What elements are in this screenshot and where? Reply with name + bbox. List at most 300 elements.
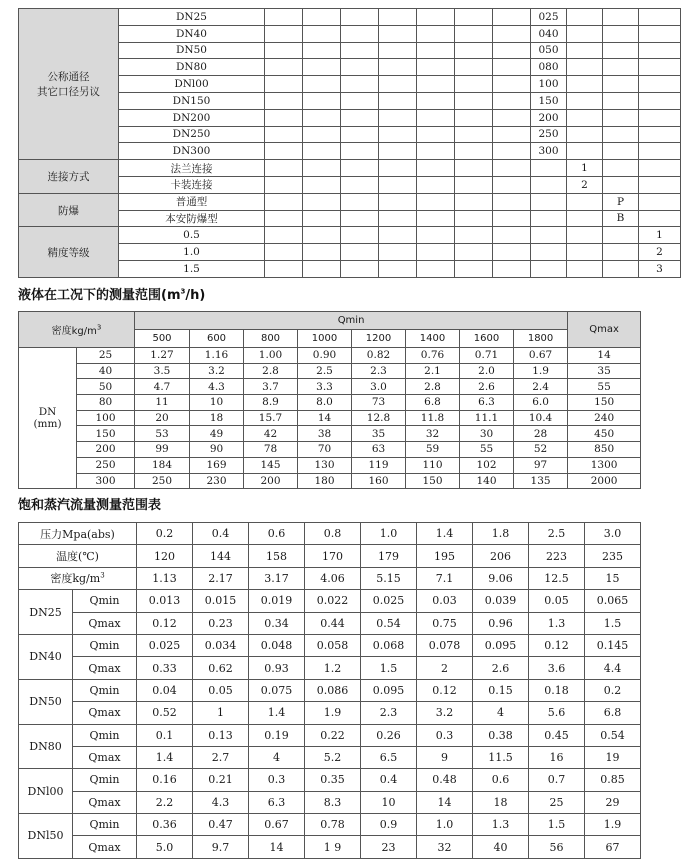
- liquid-range-table: [18, 311, 641, 489]
- qmin-value: 10: [190, 395, 244, 411]
- empty-cell: [265, 210, 303, 227]
- table-row: [19, 590, 641, 612]
- qmax-value: 4: [249, 746, 305, 768]
- qmin-header: Qmin: [135, 312, 568, 330]
- empty-cell: [379, 25, 417, 42]
- empty-cell: [417, 193, 455, 210]
- empty-cell: [417, 42, 455, 59]
- qmin-value: 0.12: [417, 679, 473, 701]
- option-name: 本安防爆型: [119, 210, 265, 227]
- option-code: 025: [531, 9, 567, 26]
- density-value-header: 600: [190, 330, 244, 348]
- empty-cell: [455, 126, 493, 143]
- qmin-value: 0.22: [305, 724, 361, 746]
- density-value-header: 800: [244, 330, 298, 348]
- qmin-value: 10.4: [514, 410, 568, 426]
- qmax-value: 18: [473, 791, 529, 813]
- qmax-value: 32: [417, 836, 473, 858]
- empty-cell: [567, 126, 603, 143]
- empty-cell: [341, 160, 379, 177]
- table-row: [19, 176, 681, 193]
- dn-value: 80: [77, 395, 135, 411]
- qmax-value: 0.44: [305, 612, 361, 634]
- empty-cell: [531, 227, 567, 244]
- qmin-value: 8.0: [298, 395, 352, 411]
- empty-cell: [379, 260, 417, 277]
- option-code: 080: [531, 59, 567, 76]
- qmin-value: 11.1: [460, 410, 514, 426]
- qmin-value: 0.13: [193, 724, 249, 746]
- qmin-label: Qmin: [73, 724, 137, 746]
- empty-cell: [531, 176, 567, 193]
- pressure-value: 1.8: [473, 523, 529, 545]
- qmin-value: 1.9: [514, 363, 568, 379]
- density-label-sup: 3: [100, 571, 105, 580]
- temperature-value: 170: [305, 545, 361, 567]
- qmax-label: Qmax: [73, 791, 137, 813]
- group-label: 防爆: [19, 193, 119, 227]
- table-row: [19, 260, 681, 277]
- empty-cell: [341, 109, 379, 126]
- empty-cell: [303, 25, 341, 42]
- option-name: 普通型: [119, 193, 265, 210]
- qmax-value: 2: [417, 657, 473, 679]
- qmax-label: Qmax: [73, 702, 137, 724]
- empty-cell: [603, 9, 639, 26]
- qmin-value: 0.086: [305, 679, 361, 701]
- empty-cell: [379, 59, 417, 76]
- empty-cell: [303, 59, 341, 76]
- option-code: 150: [531, 92, 567, 109]
- qmax-label: Qmax: [73, 746, 137, 768]
- qmax-value: 1 9: [305, 836, 361, 858]
- qmin-label: Qmin: [73, 590, 137, 612]
- pressure-value: 0.4: [193, 523, 249, 545]
- density-value-header: 1800: [514, 330, 568, 348]
- qmin-value: 38: [298, 426, 352, 442]
- qmin-value: 99: [135, 442, 190, 458]
- liquid-range-title: [18, 284, 205, 303]
- qmin-value: 0.3: [417, 724, 473, 746]
- empty-cell: [567, 193, 603, 210]
- empty-cell: [265, 59, 303, 76]
- empty-cell: [531, 210, 567, 227]
- dn-label: DN25: [19, 590, 73, 635]
- empty-cell: [639, 109, 681, 126]
- density-value-header: 1200: [352, 330, 406, 348]
- qmax-value: 4: [473, 702, 529, 724]
- option-name: 法兰连接: [119, 160, 265, 177]
- table-row: [19, 210, 681, 227]
- qmin-value: 0.48: [417, 769, 473, 791]
- qmin-value: 0.03: [417, 590, 473, 612]
- qmax-value: 5.2: [305, 746, 361, 768]
- empty-cell: [379, 143, 417, 160]
- empty-cell: [455, 143, 493, 160]
- density-label: [19, 567, 137, 589]
- qmin-value: 0.058: [305, 634, 361, 656]
- qmax-value: 3.2: [417, 702, 473, 724]
- table-row: [19, 59, 681, 76]
- empty-cell: [493, 227, 531, 244]
- qmin-value: 169: [190, 457, 244, 473]
- qmin-value: 55: [460, 442, 514, 458]
- density-value: 12.5: [529, 567, 585, 589]
- qmax-value: 1.9: [305, 702, 361, 724]
- empty-cell: [567, 109, 603, 126]
- empty-cell: [603, 25, 639, 42]
- qmin-value: 2.1: [406, 363, 460, 379]
- empty-cell: [455, 76, 493, 93]
- empty-cell: [493, 42, 531, 59]
- qmin-value: 1.5: [529, 814, 585, 836]
- density-value-header: 1000: [298, 330, 352, 348]
- table-row: [19, 193, 681, 210]
- qmax-value: 0.96: [473, 612, 529, 634]
- empty-cell: [455, 160, 493, 177]
- empty-cell: [265, 76, 303, 93]
- qmin-value: 1.16: [190, 348, 244, 364]
- empty-cell: [341, 25, 379, 42]
- qmin-value: 130: [298, 457, 352, 473]
- density-value: 15: [585, 567, 641, 589]
- empty-cell: [603, 176, 639, 193]
- table-row: [19, 724, 641, 746]
- empty-cell: [567, 260, 603, 277]
- qmin-value: 11: [135, 395, 190, 411]
- qmin-value: 1.9: [585, 814, 641, 836]
- empty-cell: [265, 160, 303, 177]
- empty-cell: [603, 42, 639, 59]
- qmax-value: 2.6: [473, 657, 529, 679]
- empty-cell: [493, 9, 531, 26]
- empty-cell: [493, 76, 531, 93]
- option-name: DNl00: [119, 76, 265, 93]
- dn-label: DNl50: [19, 814, 73, 859]
- qmin-value: 0.38: [473, 724, 529, 746]
- table-row: [19, 42, 681, 59]
- table-row: [19, 702, 641, 724]
- qmin-value: 0.19: [249, 724, 305, 746]
- qmin-value: 200: [244, 473, 298, 489]
- group-label: 连接方式: [19, 160, 119, 194]
- table-row: [19, 836, 641, 858]
- dn-value: 100: [77, 410, 135, 426]
- liquid-title-prefix: 液体在工况下的测量范围(m: [18, 288, 181, 303]
- empty-cell: [417, 25, 455, 42]
- qmax-value: 850: [568, 442, 641, 458]
- empty-cell: [567, 9, 603, 26]
- option-code: 1: [567, 160, 603, 177]
- empty-cell: [639, 76, 681, 93]
- empty-cell: [531, 193, 567, 210]
- table-row: [19, 567, 641, 589]
- qmin-value: 0.015: [193, 590, 249, 612]
- empty-cell: [417, 143, 455, 160]
- qmin-value: 0.025: [361, 590, 417, 612]
- mm-label-text: (mm): [33, 418, 62, 431]
- qmin-value: 63: [352, 442, 406, 458]
- qmin-value: 0.35: [305, 769, 361, 791]
- qmax-value: 9.7: [193, 836, 249, 858]
- empty-cell: [341, 260, 379, 277]
- empty-cell: [341, 210, 379, 227]
- empty-cell: [567, 244, 603, 261]
- empty-cell: [265, 176, 303, 193]
- group-label-line: 公称通径: [47, 71, 90, 84]
- dn-label: [19, 348, 77, 489]
- qmin-value: 49: [190, 426, 244, 442]
- qmin-value: 14: [298, 410, 352, 426]
- temperature-value: 120: [137, 545, 193, 567]
- qmin-value: 59: [406, 442, 460, 458]
- dn-value: 25: [77, 348, 135, 364]
- option-code: B: [603, 210, 639, 227]
- empty-cell: [567, 42, 603, 59]
- empty-cell: [455, 193, 493, 210]
- empty-cell: [567, 25, 603, 42]
- temperature-value: 223: [529, 545, 585, 567]
- table-row: [19, 410, 641, 426]
- qmin-value: 0.022: [305, 590, 361, 612]
- density-header-sup: 3: [96, 323, 102, 332]
- empty-cell: [603, 244, 639, 261]
- table-row: [19, 545, 641, 567]
- option-code: 100: [531, 76, 567, 93]
- qmin-value: 35: [352, 426, 406, 442]
- table-row: [19, 312, 641, 330]
- qmin-value: 1.00: [244, 348, 298, 364]
- density-value: 2.17: [193, 567, 249, 589]
- density-value: 4.06: [305, 567, 361, 589]
- empty-cell: [265, 227, 303, 244]
- option-name: DN250: [119, 126, 265, 143]
- liquid-title-sup: 3: [180, 287, 186, 296]
- table-row: [19, 395, 641, 411]
- empty-cell: [493, 260, 531, 277]
- qmin-value: 6.3: [460, 395, 514, 411]
- qmin-value: 250: [135, 473, 190, 489]
- option-name: DN40: [119, 25, 265, 42]
- qmin-value: 42: [244, 426, 298, 442]
- qmin-value: 0.095: [473, 634, 529, 656]
- table-row: [19, 9, 681, 26]
- empty-cell: [379, 227, 417, 244]
- qmin-value: 160: [352, 473, 406, 489]
- empty-cell: [341, 227, 379, 244]
- qmax-value: 67: [585, 836, 641, 858]
- pressure-value: 2.5: [529, 523, 585, 545]
- qmin-value: 97: [514, 457, 568, 473]
- table-row: [19, 814, 641, 836]
- pressure-value: 3.0: [585, 523, 641, 545]
- empty-cell: [603, 109, 639, 126]
- qmax-value: 1.5: [361, 657, 417, 679]
- dn-value: 300: [77, 473, 135, 489]
- empty-cell: [303, 244, 341, 261]
- qmin-value: 0.068: [361, 634, 417, 656]
- empty-cell: [379, 160, 417, 177]
- empty-cell: [603, 76, 639, 93]
- empty-cell: [639, 126, 681, 143]
- option-code: 300: [531, 143, 567, 160]
- qmin-value: 150: [406, 473, 460, 489]
- qmax-label: Qmax: [73, 612, 137, 634]
- table-row: [19, 769, 641, 791]
- empty-cell: [455, 210, 493, 227]
- qmin-value: 8.9: [244, 395, 298, 411]
- empty-cell: [567, 227, 603, 244]
- qmin-value: 6.8: [406, 395, 460, 411]
- empty-cell: [379, 176, 417, 193]
- option-name: DN50: [119, 42, 265, 59]
- empty-cell: [493, 176, 531, 193]
- qmin-value: 0.145: [585, 634, 641, 656]
- qmin-value: 0.025: [137, 634, 193, 656]
- qmin-value: 0.039: [473, 590, 529, 612]
- qmax-header: Qmax: [568, 312, 641, 348]
- empty-cell: [303, 42, 341, 59]
- empty-cell: [567, 210, 603, 227]
- temperature-value: 206: [473, 545, 529, 567]
- table-row: [19, 244, 681, 261]
- density-label-text: 密度kg/m: [50, 572, 101, 586]
- table-row: [19, 657, 641, 679]
- qmax-value: 40: [473, 836, 529, 858]
- qmax-value: 0.93: [249, 657, 305, 679]
- empty-cell: [341, 92, 379, 109]
- option-name: DN80: [119, 59, 265, 76]
- density-value-header: 500: [135, 330, 190, 348]
- qmin-value: 1.0: [417, 814, 473, 836]
- qmin-value: 0.019: [249, 590, 305, 612]
- qmin-value: 3.0: [352, 379, 406, 395]
- empty-cell: [379, 76, 417, 93]
- empty-cell: [379, 244, 417, 261]
- qmin-value: 0.15: [473, 679, 529, 701]
- empty-cell: [493, 143, 531, 160]
- empty-cell: [639, 160, 681, 177]
- empty-cell: [455, 92, 493, 109]
- empty-cell: [265, 9, 303, 26]
- dn-label: DNl00: [19, 769, 73, 814]
- qmax-value: 2000: [568, 473, 641, 489]
- qmin-value: 102: [460, 457, 514, 473]
- qmin-value: 0.9: [361, 814, 417, 836]
- option-name: DN150: [119, 92, 265, 109]
- temperature-value: 179: [361, 545, 417, 567]
- qmax-value: 1.3: [529, 612, 585, 634]
- option-code: P: [603, 193, 639, 210]
- empty-cell: [603, 126, 639, 143]
- empty-cell: [341, 193, 379, 210]
- qmax-value: 19: [585, 746, 641, 768]
- option-code: 050: [531, 42, 567, 59]
- qmin-value: 4.3: [190, 379, 244, 395]
- qmin-value: 0.6: [473, 769, 529, 791]
- qmax-value: 6.3: [249, 791, 305, 813]
- qmax-value: 56: [529, 836, 585, 858]
- option-code: 3: [639, 260, 681, 277]
- empty-cell: [417, 244, 455, 261]
- option-name: 1.5: [119, 260, 265, 277]
- dn-label: DN50: [19, 679, 73, 724]
- empty-cell: [341, 244, 379, 261]
- table-row: [19, 679, 641, 701]
- empty-cell: [303, 176, 341, 193]
- qmax-value: 8.3: [305, 791, 361, 813]
- empty-cell: [455, 244, 493, 261]
- specification-table: [18, 8, 681, 278]
- qmin-label: Qmin: [73, 814, 137, 836]
- empty-cell: [493, 25, 531, 42]
- qmin-value: 0.05: [193, 679, 249, 701]
- temperature-value: 235: [585, 545, 641, 567]
- qmax-value: 55: [568, 379, 641, 395]
- qmin-value: 12.8: [352, 410, 406, 426]
- table-row: [19, 523, 641, 545]
- empty-cell: [567, 59, 603, 76]
- qmin-value: 3.2: [190, 363, 244, 379]
- empty-cell: [455, 176, 493, 193]
- qmin-value: 1.27: [135, 348, 190, 364]
- empty-cell: [379, 210, 417, 227]
- qmax-value: 5.0: [137, 836, 193, 858]
- qmin-value: 0.85: [585, 769, 641, 791]
- density-value: 1.13: [137, 567, 193, 589]
- empty-cell: [455, 260, 493, 277]
- empty-cell: [493, 92, 531, 109]
- density-header: [19, 312, 135, 348]
- pressure-value: 0.2: [137, 523, 193, 545]
- empty-cell: [341, 143, 379, 160]
- dn-value: 50: [77, 379, 135, 395]
- qmin-value: 180: [298, 473, 352, 489]
- empty-cell: [303, 260, 341, 277]
- dn-value: 200: [77, 442, 135, 458]
- qmin-value: 0.16: [137, 769, 193, 791]
- option-name: 0.5: [119, 227, 265, 244]
- qmin-value: 0.71: [460, 348, 514, 364]
- empty-cell: [303, 76, 341, 93]
- qmax-value: 11.5: [473, 746, 529, 768]
- qmax-value: 2.3: [361, 702, 417, 724]
- qmin-value: 73: [352, 395, 406, 411]
- qmin-value: 230: [190, 473, 244, 489]
- option-name: DN300: [119, 143, 265, 160]
- qmax-value: 35: [568, 363, 641, 379]
- empty-cell: [303, 160, 341, 177]
- table-row: [19, 442, 641, 458]
- qmin-value: 0.82: [352, 348, 406, 364]
- empty-cell: [639, 92, 681, 109]
- empty-cell: [639, 143, 681, 160]
- option-name: DN25: [119, 9, 265, 26]
- qmax-value: 450: [568, 426, 641, 442]
- qmin-value: 0.048: [249, 634, 305, 656]
- table-row: [19, 126, 681, 143]
- qmin-value: 90: [190, 442, 244, 458]
- density-value-header: 1600: [460, 330, 514, 348]
- empty-cell: [603, 59, 639, 76]
- option-name: 卡装连接: [119, 176, 265, 193]
- empty-cell: [303, 126, 341, 143]
- qmin-value: 6.0: [514, 395, 568, 411]
- option-code: 2: [639, 244, 681, 261]
- qmax-value: 2.2: [137, 791, 193, 813]
- option-code: 200: [531, 109, 567, 126]
- dn-value: 40: [77, 363, 135, 379]
